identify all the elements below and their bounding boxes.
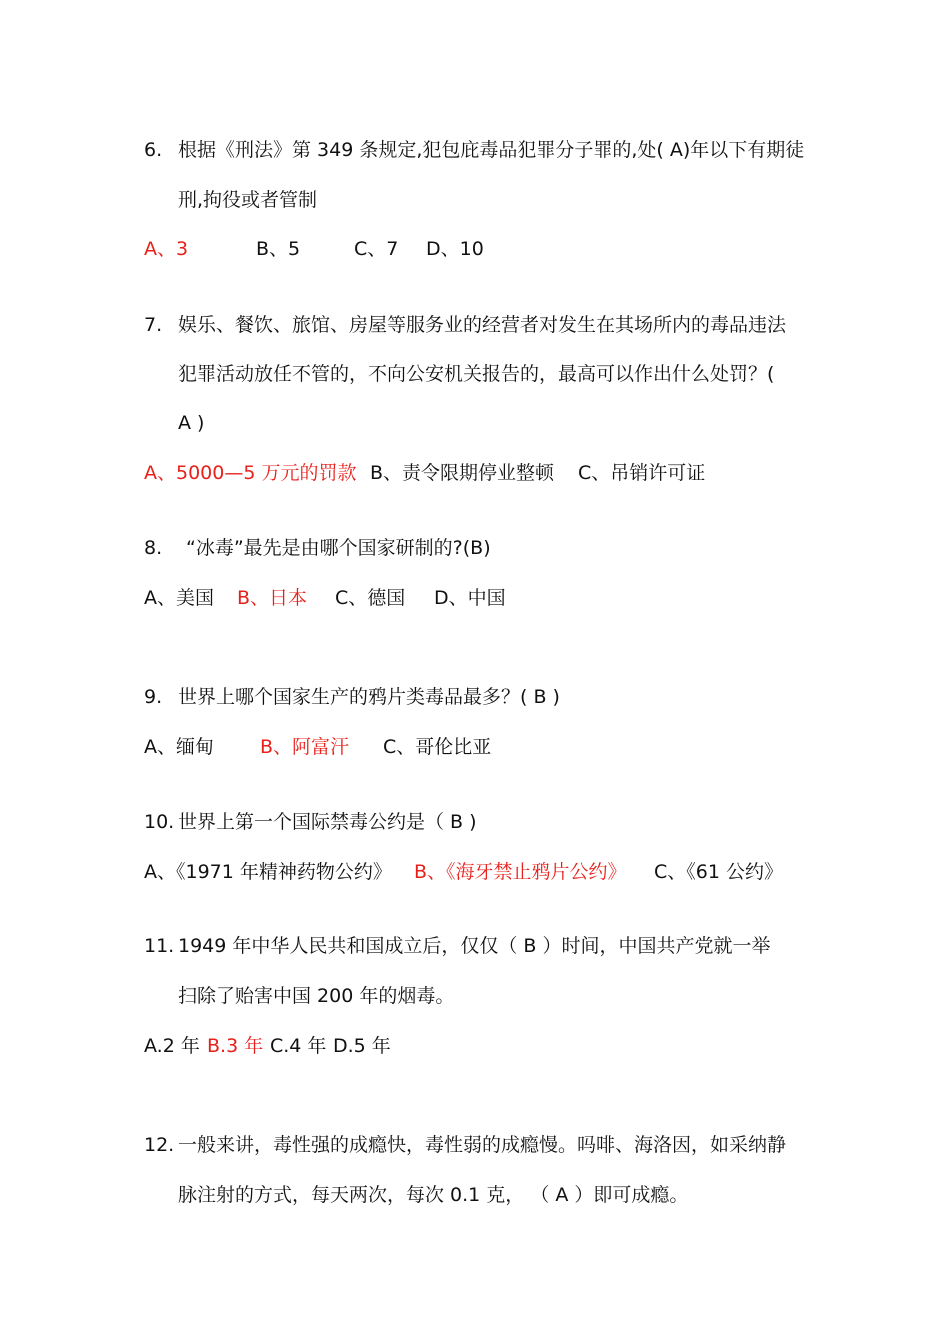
question-number: 8. <box>144 537 163 559</box>
option: C、7 <box>354 238 399 260</box>
option-correct: B、《海牙禁止鸦片公约》 <box>414 861 627 883</box>
option: C.4 年 <box>270 1035 327 1057</box>
question-number: 9. <box>144 686 163 708</box>
question-text-line: 根据《刑法》第 349 条规定,犯包庇毒品犯罪分子罪的,处( A)年以下有期徒 <box>178 139 805 161</box>
question-text-line: 脉注射的方式，每天两次，每次 0.1 克， （ A ）即可成瘾。 <box>178 1184 689 1206</box>
option-correct: B.3 年 <box>207 1035 264 1057</box>
option: C、吊销许可证 <box>578 462 706 484</box>
option: A、美国 <box>144 587 214 609</box>
option: C、德国 <box>335 587 406 609</box>
question-number: 12. <box>144 1134 175 1156</box>
option: B、责令限期停业整顿 <box>370 462 555 484</box>
question-text-line: 刑,拘役或者管制 <box>178 189 318 211</box>
question-number: 7. <box>144 314 163 336</box>
option: C、《61 公约》 <box>654 861 783 883</box>
question-text-line: 1949 年中华人民共和国成立后，仅仅（ B ）时间，中国共产党就一举 <box>178 935 771 957</box>
option: A.2 年 <box>144 1035 200 1057</box>
option: A、缅甸 <box>144 736 214 758</box>
question-text-line: 扫除了贻害中国 200 年的烟毒。 <box>178 985 455 1007</box>
option: D、10 <box>426 238 484 260</box>
option-correct: A、5000—5 万元的罚款 <box>144 462 357 484</box>
question-number: 11. <box>144 935 175 957</box>
question-text-line: A ) <box>178 412 205 434</box>
option: D.5 年 <box>333 1035 391 1057</box>
option-correct: B、日本 <box>237 587 308 609</box>
option-correct: A、3 <box>144 238 189 260</box>
question-text-line: 世界上哪个国家生产的鸦片类毒品最多？( B ) <box>178 686 560 708</box>
question-text-line: 世界上第一个国际禁毒公约是（ B ) <box>178 811 477 833</box>
question-text-line: 娱乐、餐饮、旅馆、房屋等服务业的经营者对发生在其场所内的毒品违法 <box>178 314 787 336</box>
option: B、5 <box>256 238 301 260</box>
option: A、《1971 年精神药物公约》 <box>144 861 392 883</box>
question-number: 6. <box>144 139 163 161</box>
option-correct: B、阿富汗 <box>260 736 350 758</box>
question-text-line: 犯罪活动放任不管的，不向公安机关报告的，最高可以作出什么处罚？( <box>178 363 775 385</box>
option: D、中国 <box>434 587 506 609</box>
question-number: 10. <box>144 811 175 833</box>
question-text-line: 一般来讲，毒性强的成瘾快，毒性弱的成瘾慢。吗啡、海洛因，如采纳静 <box>178 1134 787 1156</box>
option: C、哥伦比亚 <box>383 736 492 758</box>
question-text-line: “冰毒”最先是由哪个国家研制的?(B) <box>186 537 491 559</box>
